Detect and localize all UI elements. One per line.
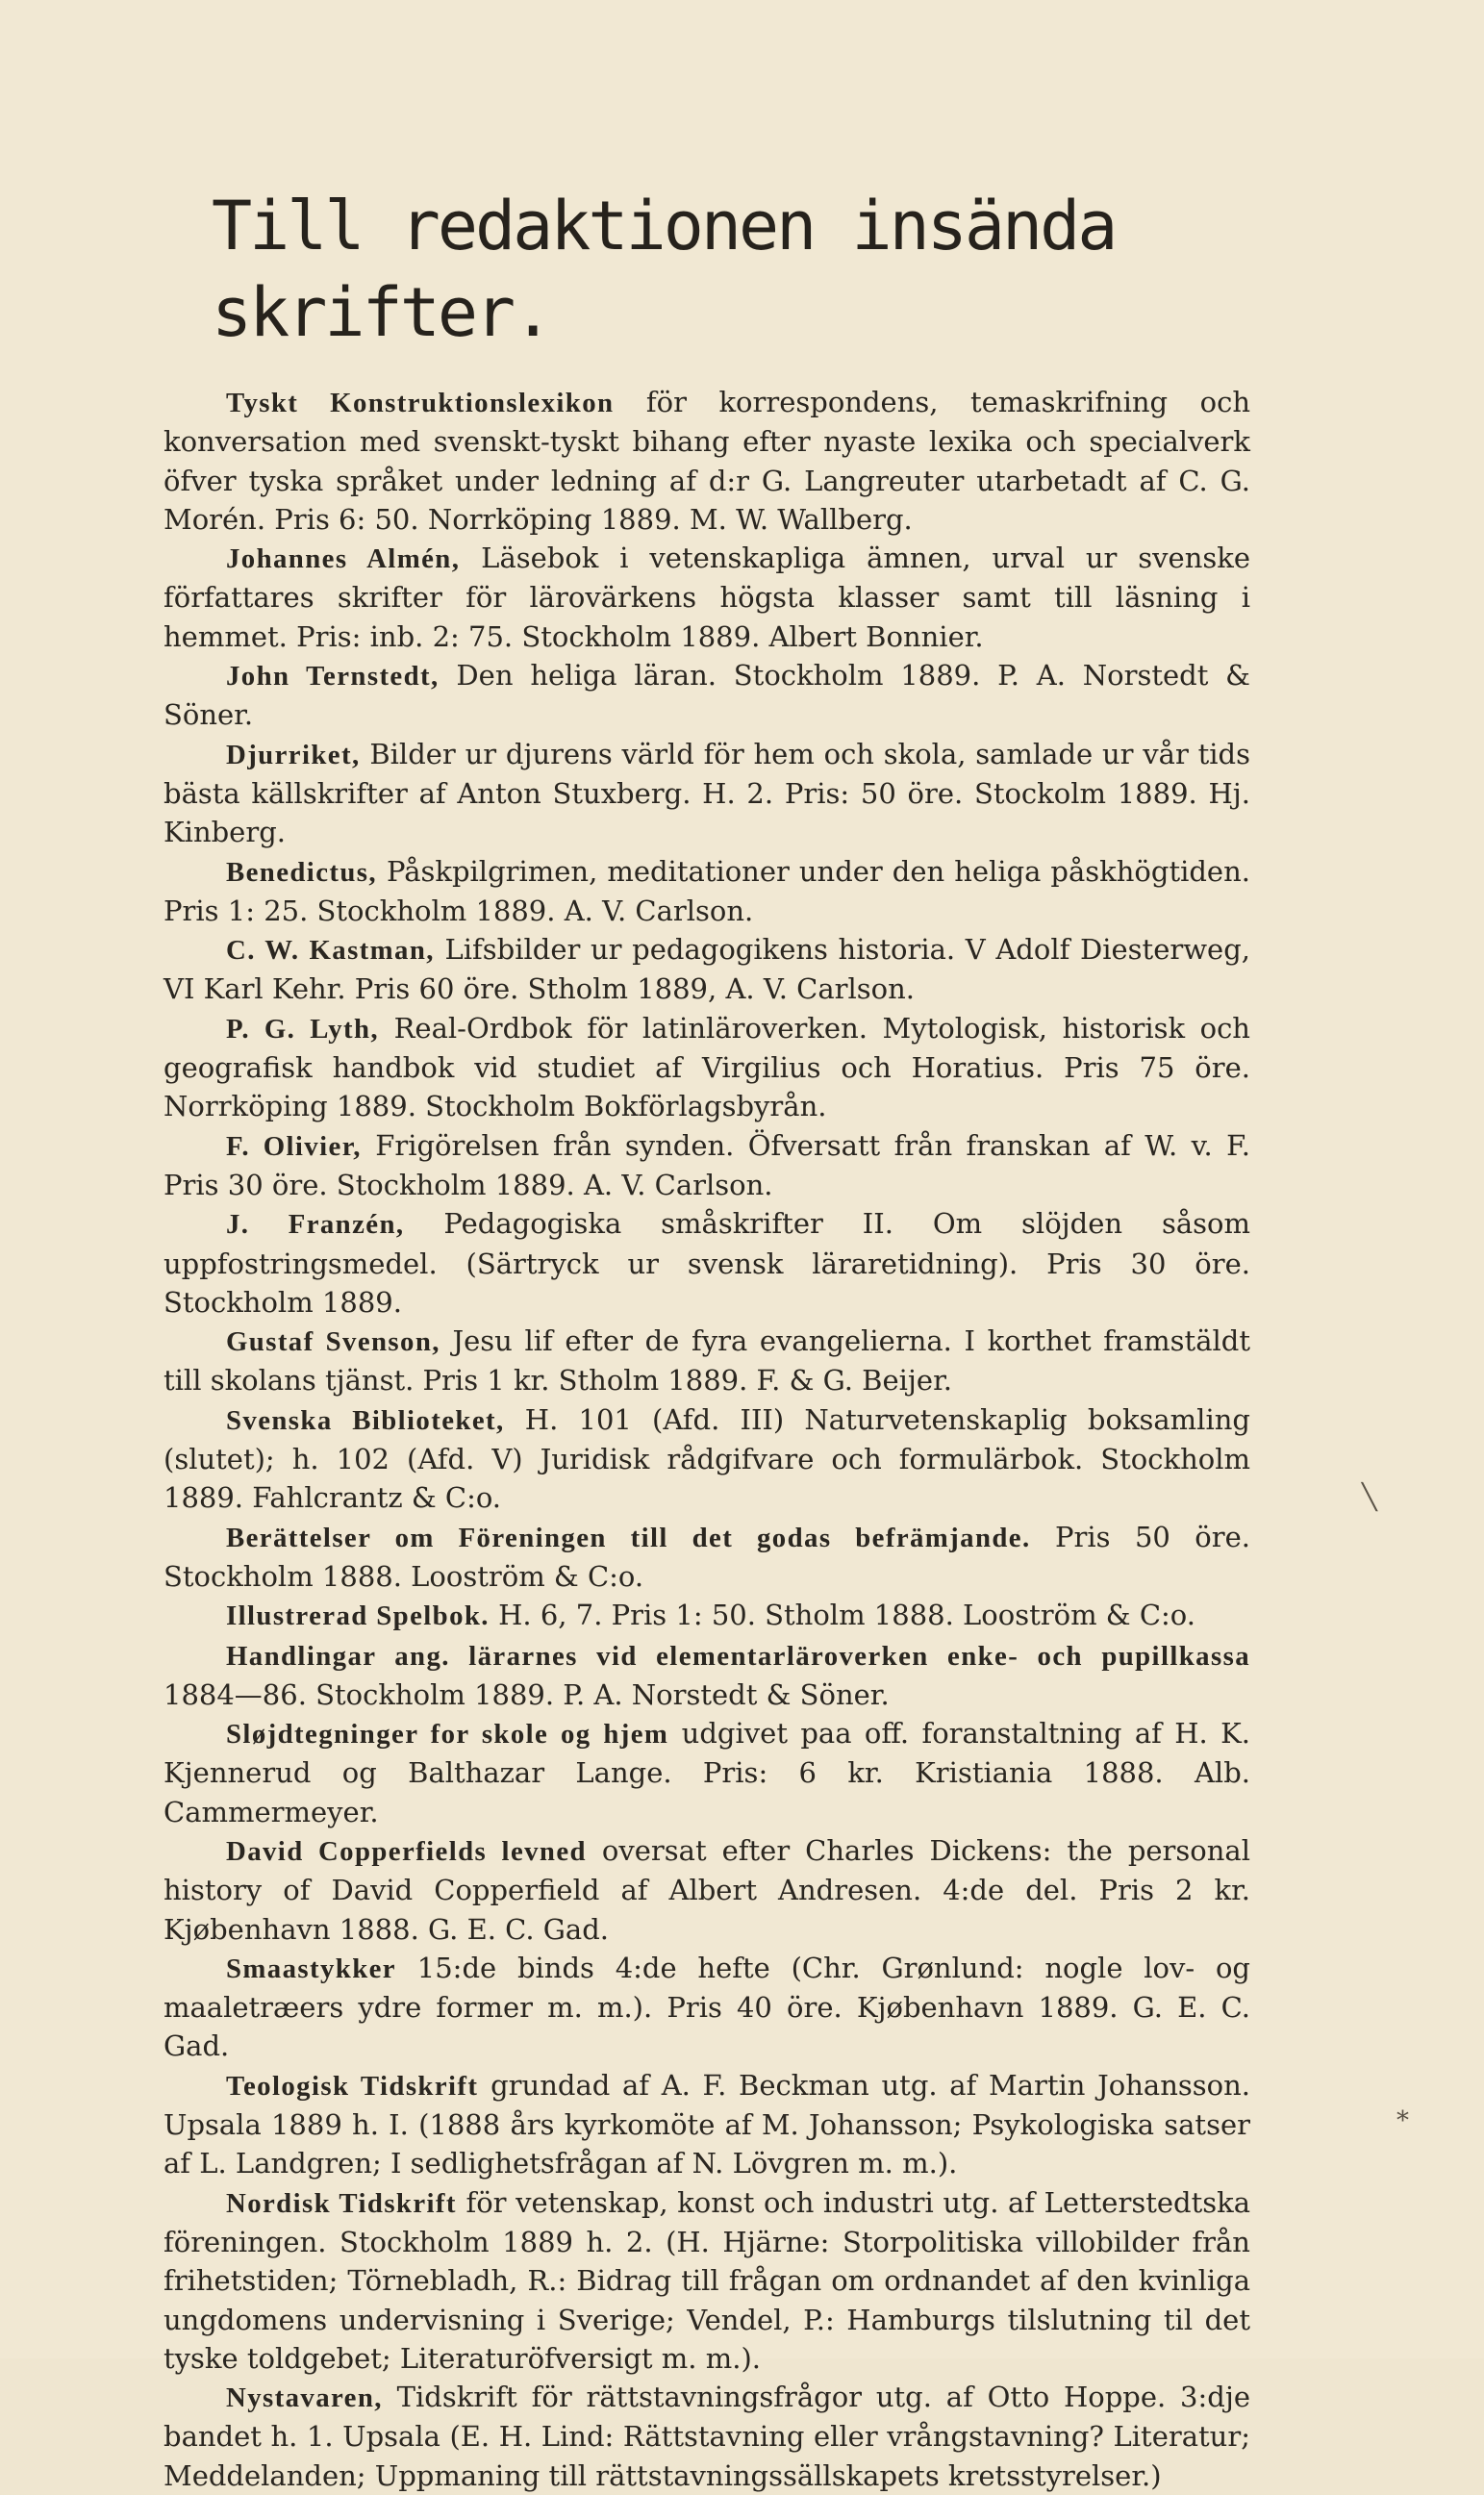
bibliography-entry: [163, 1400, 1250, 1518]
entry-text: Tidskrift för rättstavningsfrågor utg. af Otto Hoppe. 3:dje bandet h. 1. Upsala (E. H. Lind: Rättstavning eller vrångstavning? Literatur; Meddelanden; Uppmaning till rättstavningssällskapets kretsstyrelser.): [163, 2381, 1250, 2492]
bibliography-entry: [163, 2066, 1250, 2183]
bibliography-entry: [163, 1949, 1250, 2066]
entry-text: Bilder ur djurens värld för hem och skola, samlade ur vår tids bästa källskrifter af Anton Stuxberg. H. 2. Pris: 50 öre. Stockolm 1889. Hj. Kinberg.: [163, 737, 1250, 849]
entry-heading: Johannes Almén,: [226, 543, 461, 575]
bibliography-entry: [163, 1831, 1250, 1949]
entry-text: udgivet paa off. foranstaltning af H. K. Kjennerud og Balthazar Lange. Pris: 6 kr. Kristiania 1888. Alb. Cammermeyer.: [163, 1717, 1250, 1828]
bibliography-entry: [163, 1596, 1250, 1635]
entry-text: för korrespondens, temaskrifning och konversation med svenskt-tyskt bihang efter nyaste lexika och specialverk öfver tyska språket under ledning af d:r G. Langreuter utarbetadt af C. G. Morén. Pris 6: 50. Norrköping 1889. M. W. Wallberg.: [163, 386, 1250, 536]
margin-asterisk: *: [1396, 2106, 1409, 2135]
entry-heading: Nordisk Tidskrift: [226, 2187, 457, 2219]
entry-text: för vetenskap, konst och industri utg. af Letterstedtska föreningen. Stockholm 1889 h. 2. (H. Hjärne: Storpolitiska villobilder från frihetstiden; Törnebladh, R.: Bidrag till frågan om ordnandet af den kvinliga ungdomens undervisning i Sverige; Vendel, P.: Hamburgs tilslutning til det tyske toldgebet; Literaturöfversigt m. m.).: [163, 2185, 1250, 2375]
entry-text: Påskpilgrimen, meditationer under den heliga påskhögtiden. Pris 1: 25. Stockholm 1889. A. V. Carlson.: [163, 854, 1250, 927]
entry-heading: Svenska Biblioteket,: [226, 1404, 505, 1436]
bibliography-entry: [163, 1204, 1250, 1322]
page-title: Till redaktionen insända skrifter.: [212, 187, 1116, 352]
entry-text: Lifsbilder ur pedagogikens historia. V Adolf Diesterweg, VI Karl Kehr. Pris 60 öre. Stholm 1889, A. V. Carlson.: [163, 933, 1250, 1006]
entry-text: Pris 50 öre. Stockholm 1888. Looström & C:o.: [163, 1520, 1250, 1593]
entry-heading: J. Franzén,: [226, 1209, 405, 1241]
entry-text: oversat efter Charles Dickens: the personal history of David Copperfield af Albert Andresen. 4:de del. Pris 2 kr. Kjøbenhavn 1888. G. E. C. Gad.: [163, 1833, 1250, 1946]
entry-heading: Gustaf Svenson,: [226, 1326, 440, 1358]
entry-heading: Tyskt Konstruktionslexikon: [226, 388, 615, 418]
entry-text: grundad af A. F. Beckman utg. af Martin Johansson. Upsala 1889 h. I. (1888 års kyrkomöte af M. Johansson; Psykologiska satser af L. Landgren; I sedlighetsfrågan af N. Lövgren m. m.).: [163, 2068, 1250, 2180]
entry-heading: Nystavaren,: [226, 2382, 383, 2414]
bibliography-entry: [163, 930, 1250, 1009]
entry-text: Den heliga läran. Stockholm 1889. P. A. Norstedt & Söner.: [163, 659, 1250, 732]
entry-text: H. 6, 7. Pris 1: 50. Stholm 1888. Looström & C:o.: [489, 1599, 1195, 1632]
entry-heading: C. W. Kastman,: [226, 935, 435, 967]
bibliography-entry: [163, 383, 1250, 539]
bibliography-entry: [163, 539, 1250, 656]
bibliography-entry: [163, 1322, 1250, 1400]
bibliography-entry: [163, 2378, 1250, 2495]
entry-heading: P. G. Lyth,: [226, 1013, 380, 1045]
entry-heading: Smaastykker: [226, 1953, 396, 1984]
entry-text: Real-Ordbok för latinläroverken. Mytologisk, historisk och geografisk handbok vid studiet af Virgilius och Horatius. Pris 75 öre. Norrköping 1889. Stockholm Bokförlagsbyrån.: [163, 1011, 1250, 1123]
bibliography-entry: [163, 1636, 1250, 1715]
entry-text: 1884—86. Stockholm 1889. P. A. Norstedt & Söner.: [163, 1677, 890, 1711]
entry-heading: F. Olivier,: [226, 1130, 362, 1162]
entry-text: Jesu lif efter de fyra evangelierna. I korthet framstäldt till skolans tjänst. Pris 1 kr. Stholm 1889. F. & G. Beijer.: [163, 1324, 1250, 1398]
bibliography-entry: [163, 852, 1250, 931]
entry-text: Pedagogiska småskrifter II. Om slöjden såsom uppfostringsmedel. (Särtryck ur svensk läraretidning). Pris 30 öre. Stockholm 1889.: [163, 1207, 1251, 1319]
entry-heading: Sløjdtegninger for skole og hjem: [226, 1719, 669, 1751]
entry-heading: Illustrerad Spelbok.: [226, 1600, 490, 1632]
entry-list: [163, 383, 1250, 2495]
entry-heading: Berättelser om Föreningen till det godas befrämjande.: [226, 1522, 1031, 1553]
bibliography-entry: [163, 1009, 1250, 1126]
bibliography-entry: [163, 2183, 1250, 2378]
text-column: [163, 183, 1250, 2495]
entry-text: H. 101 (Afd. III) Naturvetenskaplig boksamling (slutet); h. 102 (Afd. V) Juridisk rådgifvare och formulärbok. Stockholm 1889. Fahlcrantz & C:o.: [163, 1402, 1250, 1515]
entry-heading: Djurriket,: [226, 739, 361, 770]
entry-text: 15:de binds 4:de hefte (Chr. Grønlund: nogle lov- og maaletræers ydre former m. m.). Pris 40 öre. Kjøbenhavn 1889. G. E. C. Gad.: [163, 1951, 1250, 2063]
bibliography-entry: [163, 656, 1250, 735]
entry-heading: Teologisk Tidskrift: [226, 2070, 479, 2102]
entry-heading: David Copperfields levned: [226, 1835, 587, 1867]
bibliography-entry: [163, 735, 1250, 852]
entry-heading: Benedictus,: [226, 856, 377, 888]
entry-text: Frigörelsen från synden. Öfversatt från franskan af W. v. F. Pris 30 öre. Stockholm 1889. A. V. Carlson.: [163, 1128, 1250, 1201]
bibliography-entry: [163, 1714, 1250, 1831]
entry-heading: John Ternstedt,: [226, 661, 440, 693]
bibliography-entry: [163, 1126, 1250, 1205]
bibliography-entry: [163, 1518, 1250, 1597]
entry-text: Läsebok i vetenskapliga ämnen, urval ur svenske författares skrifter för lärovärkens högsta klasser samt till läsning i hemmet. Pris: inb. 2: 75. Stockholm 1889. Albert Bonnier.: [163, 542, 1251, 653]
margin-mark: ╲: [1362, 1483, 1377, 1512]
entry-heading: Handlingar ang. lärarnes vid elementarläroverken enke- och pupillkassa: [226, 1640, 1250, 1672]
